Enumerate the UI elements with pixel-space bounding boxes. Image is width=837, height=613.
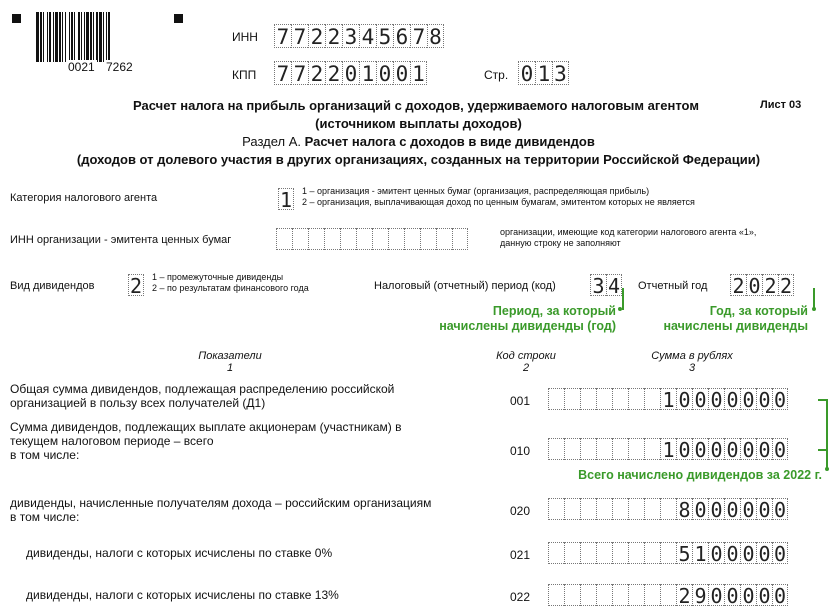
kpp-label: КПП — [232, 68, 257, 82]
digit-cell: 1 — [692, 542, 708, 564]
issuer-inn-note-1: организации, имеющие код категории налогового агента «1», — [500, 227, 757, 237]
barcode-number-1: 0021 — [68, 60, 95, 74]
row-001-text-line2: организацией в пользу всех получателей (Д1) — [10, 396, 266, 410]
digit-cell: 0 — [773, 584, 787, 608]
total-annotation-dot — [825, 467, 829, 471]
row-010-text-line1: Сумма дивидендов, подлежащих выплате акционерам (участникам) в — [10, 420, 402, 434]
digit-cell: 0 — [740, 584, 756, 606]
corner-marker-left — [12, 14, 21, 23]
digit-cell: 0 — [393, 61, 410, 85]
digit-cell: 0 — [518, 61, 535, 85]
column-header-1-title: Показатели — [198, 350, 262, 362]
digit-cell — [580, 438, 596, 460]
digit-cell: 0 — [756, 584, 772, 606]
digit-cell — [548, 498, 564, 520]
period-annotation-line1: Период, за который — [492, 304, 616, 318]
digit-cell: 7 — [291, 61, 308, 85]
total-annotation-bracket — [826, 399, 828, 469]
digit-cell: 0 — [756, 542, 772, 564]
inn-cells[interactable] — [274, 24, 444, 48]
digit-cell — [564, 584, 580, 606]
digit-cell — [324, 228, 340, 250]
digit-cell — [660, 584, 676, 606]
digit-cell — [548, 584, 564, 606]
digit-cell — [276, 228, 292, 250]
digit-cell: 2 — [779, 274, 793, 298]
column-header-3 — [632, 350, 752, 374]
digit-cell — [548, 388, 564, 410]
digit-cell — [628, 438, 644, 460]
page-label: Стр. — [484, 68, 509, 82]
total-annotation: Всего начислено дивидендов за 2022 г. — [578, 468, 822, 482]
table-row — [26, 588, 339, 602]
digit-cell: 0 — [740, 438, 756, 460]
row-010-text-line3: в том числе: — [10, 448, 80, 462]
agent-category-label: Категория налогового агента — [10, 192, 158, 204]
digit-cell: 0 — [773, 388, 787, 412]
digit-cell: 2 — [325, 24, 342, 48]
digit-cell: 5 — [376, 24, 393, 48]
agent-category-note-2: 2 – организация, выплачивающая доход по ценным бумагам, эмитентом которых не является — [302, 197, 695, 207]
digit-cell — [628, 498, 644, 520]
form-title-line1: Расчет налога на прибыль организаций с доходов, удерживаемого налоговым агентом — [133, 98, 699, 113]
table-row — [10, 420, 401, 462]
digit-cell: 0 — [724, 542, 740, 564]
digit-cell — [644, 584, 660, 606]
row-010-amount-cells[interactable] — [548, 438, 788, 460]
year-annotation-line1: Год, за который — [709, 304, 808, 318]
column-header-1-number: 1 — [226, 362, 234, 374]
digit-cell: 1 — [279, 188, 293, 212]
digit-cell: 0 — [740, 388, 756, 410]
digit-cell: 7 — [274, 61, 291, 85]
total-annotation-bracket-top — [818, 399, 828, 401]
digit-cell — [292, 228, 308, 250]
row-020-text-line1: дивиденды, начисленные получателям дохода – российским организациям — [10, 496, 432, 510]
digit-cell: 1 — [535, 61, 552, 85]
digit-cell — [612, 542, 628, 564]
row-001-amount-cells[interactable] — [548, 388, 788, 410]
digit-cell: 8 — [427, 24, 444, 48]
column-header-2-number: 2 — [522, 362, 530, 374]
digit-cell: 0 — [773, 438, 787, 462]
digit-cell — [564, 542, 580, 564]
digit-cell: 0 — [724, 388, 740, 410]
digit-cell: 0 — [708, 542, 724, 564]
year-label: Отчетный год — [638, 280, 708, 292]
row-010-code: 010 — [510, 444, 531, 458]
digit-cell — [404, 228, 420, 250]
digit-cell: 2 — [308, 61, 325, 85]
barcode-bar — [110, 12, 113, 62]
period-cells[interactable] — [590, 274, 622, 296]
digit-cell: 2 — [676, 584, 692, 606]
dividend-type-label: Вид дивидендов — [10, 280, 95, 292]
digit-cell — [564, 388, 580, 410]
digit-cell: 0 — [342, 61, 359, 85]
digit-cell — [612, 498, 628, 520]
digit-cell — [340, 228, 356, 250]
column-header-2-title: Код строки — [496, 350, 556, 362]
digit-cell: 3 — [590, 274, 606, 296]
digit-cell — [420, 228, 436, 250]
column-header-1 — [160, 350, 300, 374]
column-header-3-title: Сумма в рублях — [651, 350, 733, 362]
digit-cell: 2 — [762, 274, 778, 296]
digit-cell: 3 — [342, 24, 359, 48]
digit-cell — [452, 228, 468, 250]
dividend-type-note-2: 2 – по результатам финансового года — [152, 283, 309, 293]
row-020-text-line2: в том числе: — [10, 510, 80, 524]
digit-cell — [628, 542, 644, 564]
digit-cell: 8 — [676, 498, 692, 520]
digit-cell: 0 — [740, 542, 756, 564]
digit-cell — [580, 498, 596, 520]
row-010-text-line2: текущем налоговом периоде – всего — [10, 434, 214, 448]
digit-cell — [580, 542, 596, 564]
digit-cell: 0 — [773, 498, 787, 522]
row-021-amount-cells[interactable] — [548, 542, 788, 564]
column-header-2 — [476, 350, 576, 374]
digit-cell: 1 — [359, 61, 376, 85]
year-annotation-line2: начислены дивиденды — [663, 319, 808, 333]
digit-cell — [644, 542, 660, 564]
digit-cell — [612, 438, 628, 460]
digit-cell: 1 — [410, 61, 427, 85]
barcode — [8, 8, 198, 72]
digit-cell: 4 — [607, 274, 621, 298]
digit-cell — [612, 584, 628, 606]
digit-cell: 1 — [660, 388, 676, 410]
digit-cell: 0 — [756, 388, 772, 410]
digit-cell: 0 — [376, 61, 393, 85]
inn-label: ИНН — [232, 30, 258, 44]
row-020-amount-cells[interactable] — [548, 498, 788, 520]
table-row — [26, 546, 332, 560]
digit-cell — [644, 388, 660, 410]
digit-cell: 7 — [274, 24, 291, 48]
agent-category-note-1: 1 – организация - эмитент ценных бумаг (организация, распределяющая прибыль) — [302, 186, 650, 196]
digit-cell — [628, 388, 644, 410]
issuer-inn-label: ИНН организации - эмитента ценных бумаг — [10, 234, 232, 246]
row-022-amount-cells[interactable] — [548, 584, 788, 606]
digit-cell — [660, 542, 676, 564]
digit-cell: 7 — [410, 24, 427, 48]
digit-cell — [596, 498, 612, 520]
digit-cell: 0 — [708, 498, 724, 520]
digit-cell: 0 — [708, 584, 724, 606]
digit-cell — [644, 498, 660, 520]
digit-cell: 0 — [773, 542, 787, 566]
digit-cell: 7 — [291, 24, 308, 48]
dividend-type-cells[interactable] — [128, 274, 144, 296]
row-022-code: 022 — [510, 590, 531, 604]
digit-cell: 0 — [708, 438, 724, 460]
digit-cell — [612, 388, 628, 410]
digit-cell — [564, 498, 580, 520]
table-row — [10, 382, 394, 410]
digit-cell: 3 — [552, 61, 569, 85]
digit-cell: 0 — [692, 498, 708, 520]
row-001-code: 001 — [510, 394, 531, 408]
digit-cell — [388, 228, 404, 250]
page-cells[interactable] — [518, 61, 569, 85]
issuer-inn-cells[interactable] — [276, 228, 468, 250]
digit-cell — [548, 542, 564, 564]
digit-cell: 0 — [746, 274, 762, 296]
digit-cell: 9 — [692, 584, 708, 606]
column-header-3-number: 3 — [688, 362, 696, 374]
digit-cell: 6 — [393, 24, 410, 48]
year-cells[interactable] — [730, 274, 794, 296]
digit-cell: 0 — [756, 498, 772, 520]
digit-cell — [596, 388, 612, 410]
sheet-number: Лист 03 — [760, 99, 802, 111]
digit-cell — [660, 498, 676, 520]
period-annotation-line2: начислены дивиденды (год) — [439, 319, 616, 333]
kpp-cells[interactable] — [274, 61, 427, 85]
row-021-text: дивиденды, налоги с которых исчислены по ставке 0% — [26, 546, 333, 560]
agent-category-cells[interactable] — [278, 188, 294, 210]
digit-cell — [580, 584, 596, 606]
digit-cell: 4 — [359, 24, 376, 48]
digit-cell: 0 — [724, 584, 740, 606]
row-020-code: 020 — [510, 504, 531, 518]
row-022-text: дивиденды, налоги с которых исчислены по ставке 13% — [26, 588, 339, 602]
digit-cell: 2 — [730, 274, 746, 296]
total-annotation-bracket-mid — [818, 449, 828, 451]
dividend-type-note-1: 1 – промежуточные дивиденды — [152, 272, 284, 282]
digit-cell — [596, 584, 612, 606]
barcode-number-2: 7262 — [106, 60, 133, 74]
year-annotation — [620, 304, 808, 334]
digit-cell — [644, 438, 660, 460]
section-prefix: Раздел А. — [242, 134, 302, 149]
row-001-text-line1: Общая сумма дивидендов, подлежащая распределению российской — [10, 382, 395, 396]
barcode-bars — [36, 12, 166, 62]
section-title — [0, 134, 837, 149]
form-title-line2: (источником выплаты доходов) — [315, 116, 522, 131]
digit-cell — [548, 438, 564, 460]
digit-cell: 0 — [756, 438, 772, 460]
period-label: Налоговый (отчетный) период (код) — [374, 280, 556, 292]
digit-cell: 1 — [660, 438, 676, 460]
digit-cell — [580, 388, 596, 410]
digit-cell — [596, 438, 612, 460]
digit-cell: 0 — [724, 498, 740, 520]
year-annotation-dot — [812, 307, 816, 311]
digit-cell: 2 — [308, 24, 325, 48]
digit-cell: 0 — [676, 388, 692, 410]
digit-cell: 0 — [740, 498, 756, 520]
digit-cell: 0 — [692, 388, 708, 410]
period-annotation — [420, 304, 616, 334]
issuer-inn-note-2: данную строку не заполняют — [500, 238, 621, 248]
digit-cell: 0 — [708, 388, 724, 410]
digit-cell — [628, 584, 644, 606]
digit-cell — [436, 228, 452, 250]
section-name: Расчет налога с доходов в виде дивидендов — [304, 134, 595, 149]
digit-cell: 5 — [676, 542, 692, 564]
digit-cell: 2 — [129, 274, 143, 298]
digit-cell — [564, 438, 580, 460]
table-row — [10, 496, 431, 524]
row-021-code: 021 — [510, 548, 531, 562]
digit-cell: 0 — [692, 438, 708, 460]
digit-cell — [356, 228, 372, 250]
digit-cell: 2 — [325, 61, 342, 85]
corner-marker-right — [174, 14, 183, 23]
digit-cell — [372, 228, 388, 250]
digit-cell — [596, 542, 612, 564]
digit-cell — [308, 228, 324, 250]
digit-cell: 0 — [676, 438, 692, 460]
form-title-line4: (доходов от долевого участия в других организациях, созданных на территории Российской Федерации) — [76, 152, 761, 167]
digit-cell: 0 — [724, 438, 740, 460]
